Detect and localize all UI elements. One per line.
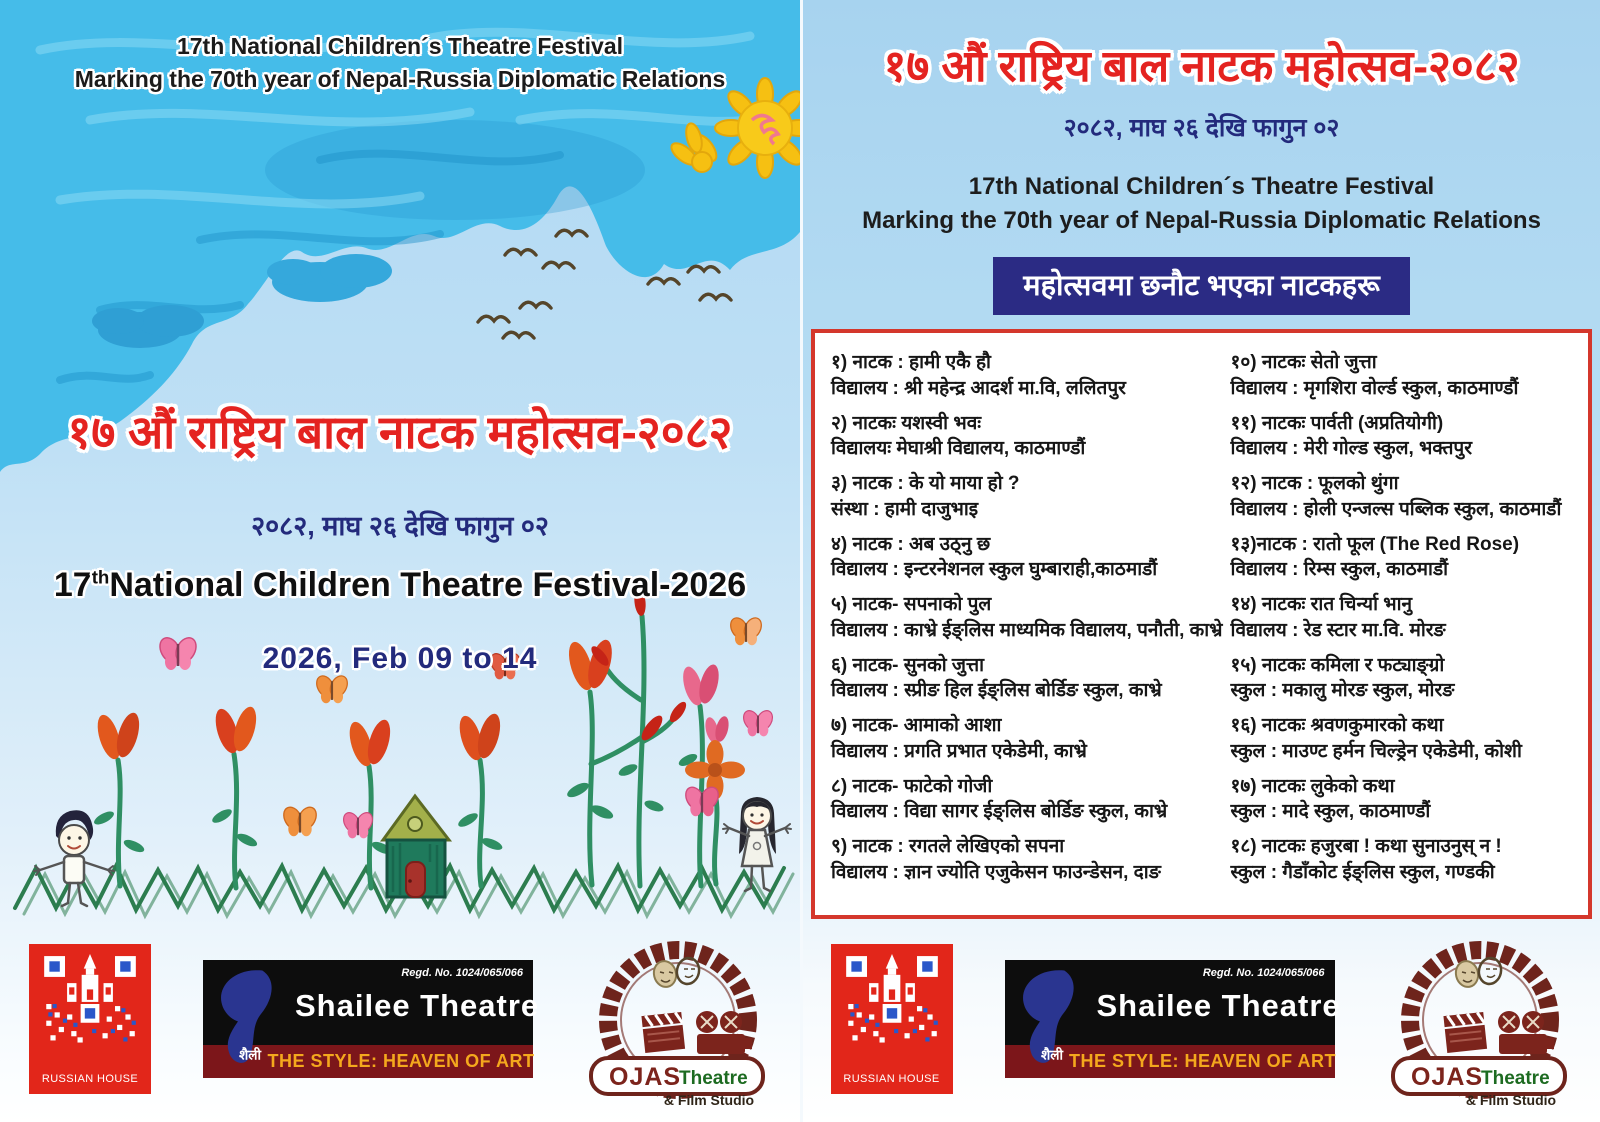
russian-house-label: RUSSIAN HOUSE (843, 1073, 940, 1085)
svg-text:OJAS: OJAS (609, 1063, 682, 1091)
play-school: विद्यालय : रिम्स स्कुल, काठमाडौं (1230, 559, 1449, 581)
svg-text:Theatre: Theatre (679, 1068, 748, 1089)
shailee-theatre-logo (1005, 960, 1341, 1078)
ojas-theatre-logo (1387, 930, 1573, 1108)
play-school: स्कुल : मादे स्कुल, काठमाण्डौं (1230, 801, 1431, 823)
plays-column-left (831, 351, 1223, 909)
play-entry (831, 472, 1223, 522)
play-title: २) नाटकः यशस्वी भवः (831, 412, 982, 434)
play-entry (831, 351, 1223, 401)
svg-text:& Film Studio: & Film Studio (663, 1092, 755, 1108)
festival-header-line1: 17th National Children´s Theatre Festival (968, 173, 1435, 200)
play-entry (1231, 351, 1584, 401)
shailee-name: Shailee Theatre (1096, 988, 1341, 1023)
clapperboard-icon (1443, 1012, 1487, 1053)
play-title: १५) नाटकः कमिला र फट्याङ्ग्रो (1230, 654, 1445, 676)
play-title: ८) नाटक- फाटेको गोजी (831, 775, 993, 797)
flower-blooms (93, 588, 745, 800)
play-school: विद्यालय : इन्टरनेशनल स्कुल घुम्बाराही,काठमाडौं (831, 559, 1158, 581)
play-title: १४) नाटकः रात चिर्न्या भानु (1230, 594, 1413, 616)
house-drawing (383, 796, 449, 897)
play-school: विद्यालय : काभ्रे ईङ्लिस माध्यमिक विद्यालय, पनौती, काभ्रे (831, 619, 1223, 641)
play-title: १७) नाटकः लुकेको कथा (1230, 775, 1395, 797)
english-title: 17thNational Children Theatre Festival-2026 (53, 566, 747, 604)
play-school: विद्यालय : ज्ञान ज्योति एजुकेसन फाउन्डेसन, दाङ (831, 861, 1161, 883)
play-school: विद्यालय : रेड स्टार मा.वि. मोरङ (1230, 619, 1446, 641)
qr-code (42, 954, 138, 1054)
play-entry (1231, 593, 1584, 643)
shailee-name: Shailee Theatre (295, 988, 540, 1023)
play-school: स्कुल : मकालु मोरङ स्कुल, मोरङ (1230, 680, 1455, 702)
play-entry (1231, 714, 1584, 764)
english-date: 2026, Feb 09 to 14 (262, 642, 538, 675)
play-entry (831, 714, 1223, 764)
banner-text: महोत्सवमा छनौट भएका नाटकहरू (993, 257, 1409, 315)
sponsor-logos-row (0, 930, 800, 1108)
qr-code (844, 954, 940, 1054)
svg-text:शैली: शैली (238, 1047, 262, 1063)
shailee-tagline: THE STYLE: HEAVEN OF ART (1069, 1051, 1337, 1071)
play-school: विद्यालय : मेरी गोल्ड स्कुल, भक्तपुर (1230, 438, 1472, 460)
play-entry (1231, 835, 1584, 885)
garden-drawing (15, 588, 793, 916)
svg-text:OJAS: OJAS (1410, 1063, 1483, 1091)
play-school: विद्यालय : प्रगति प्रभात एकेडेमी, काभ्रे (831, 740, 1087, 762)
ojas-theatre-logo (585, 930, 771, 1108)
nepali-title: १७ औं राष्ट्रिय बाल नाटक महोत्सव-२०८२ (67, 406, 733, 458)
nepali-date: २०८२, माघ २६ देखि फागुन ०२ (1063, 114, 1340, 142)
shailee-regd: Regd. No. 1024/065/066 (1202, 967, 1325, 979)
play-title: ९) नाटक : रगतले लेखिएको सपना (831, 836, 1065, 858)
play-school: विद्यालयः मेघाश्री विद्यालय, काठमाण्डौं (831, 438, 1086, 460)
play-school: विद्यालय : होली एन्जल्स पब्लिक स्कुल, काठमाडौं (1230, 498, 1562, 520)
play-title: ६) नाटक- सुनको जुत्ता (831, 654, 985, 676)
russian-house-logo (29, 944, 151, 1094)
play-school: स्कुल : गैडाँकोट ईङ्लिस स्कुल, गण्डकी (1230, 861, 1495, 883)
play-title: १६) नाटकः श्रवणकुमारको कथा (1230, 715, 1444, 737)
svg-text:Theatre: Theatre (1480, 1068, 1550, 1089)
play-title: १३)नाटक : रातो फूल (The Red Rose) (1230, 533, 1520, 555)
play-title: १८) नाटकः हजुरबा ! कथा सुनाउनुस् न ! (1230, 836, 1502, 858)
play-title: १) नाटक : हामी एकै हौ (831, 352, 991, 374)
festival-header-line1: 17th National Children´s Theatre Festival (176, 33, 624, 59)
clapperboard-icon (641, 1012, 685, 1053)
play-entry (831, 775, 1223, 825)
russian-house-label: RUSSIAN HOUSE (41, 1073, 139, 1085)
play-title: ७) नाटक- आमाको आशा (831, 715, 1002, 737)
shailee-emblem (1013, 968, 1091, 1072)
play-title: १२) नाटक : फूलको थुंगा (1230, 473, 1399, 495)
shailee-emblem (211, 968, 289, 1072)
svg-text:& Film Studio: & Film Studio (1465, 1092, 1556, 1108)
play-school: विद्यालय : स्प्रीङ हिल ईङ्लिस बोर्डिङ स्कुल, काभ्रे (831, 680, 1162, 702)
play-entry (1231, 533, 1584, 583)
play-school: विद्यालय : श्री महेन्द्र आदर्श मा.वि, ललितपुर (831, 377, 1126, 399)
play-title: ३) नाटक : के यो माया हो ? (831, 473, 1020, 495)
play-entry (831, 412, 1223, 462)
festival-header-line2: Marking the 70th year of Nepal-Russia Diplomatic Relations (74, 66, 726, 93)
play-title: ११) नाटकः पार्वती (अप्रतियोगी) (1230, 412, 1444, 434)
sponsor-logos-row (803, 930, 1600, 1108)
play-entry (831, 593, 1223, 643)
play-title: ५) नाटक- सपनाको पुल (831, 594, 992, 616)
play-entry (831, 835, 1223, 885)
shailee-regd: Regd. No. 1024/065/066 (401, 967, 523, 979)
plays-column-right (1231, 351, 1584, 909)
festival-header-line2: Marking the 70th year of Nepal-Russia Diplomatic Relations (862, 206, 1541, 234)
nepali-date: २०८२, माघ २६ देखि फागुन ०२ (251, 511, 549, 541)
festival-header (0, 30, 800, 97)
play-entry (831, 533, 1223, 583)
shailee-theatre-logo (203, 960, 540, 1078)
play-entry (1231, 775, 1584, 825)
play-entry (1231, 472, 1584, 522)
play-school: विद्यालय : मृगशिरा वोर्ल्ड स्कुल, काठमाण्डौं (1230, 377, 1519, 399)
russian-house-logo (831, 944, 953, 1094)
play-school: स्कुल : माउण्ट हर्मन चिल्ड्रेन एकेडेमी, कोशी (1230, 740, 1522, 762)
play-school: संस्था : हामी दाजुभाइ (831, 498, 979, 520)
festival-header (803, 170, 1600, 237)
shailee-tagline: THE STYLE: HEAVEN OF ART (267, 1051, 535, 1071)
plays-list-box (811, 329, 1592, 919)
play-entry (1231, 412, 1584, 462)
nepali-title: १७ औं राष्ट्रिय बाल नाटक महोत्सव-२०८२ (883, 42, 1520, 91)
svg-text:शैली: शैली (1040, 1047, 1063, 1063)
selected-plays-banner (803, 257, 1600, 315)
play-title: ४) नाटक : अब उठ्नु छ (831, 533, 991, 555)
play-entry (1231, 654, 1584, 704)
right-panel (800, 0, 1600, 1122)
play-entry (831, 654, 1223, 704)
play-school: विद्यालय : विद्या सागर ईङ्लिस बोर्डिङ स्कुल, काभ्रे (831, 801, 1168, 823)
play-title: १०) नाटकः सेतो जुत्ता (1230, 352, 1377, 374)
